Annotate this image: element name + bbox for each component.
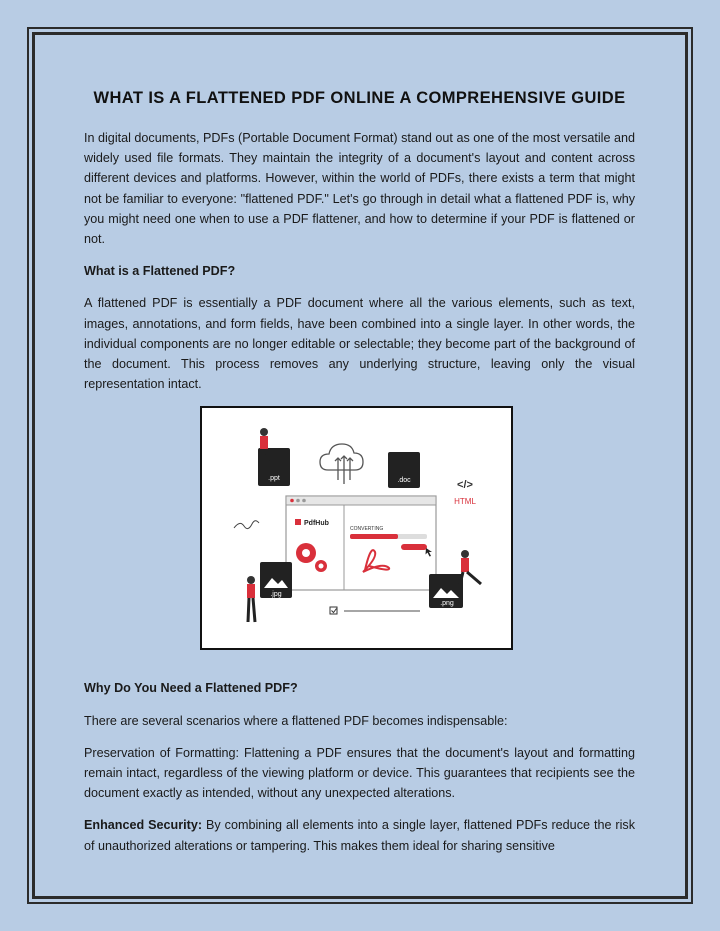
browser-window — [286, 496, 436, 590]
cloud-upload-icon — [320, 444, 363, 484]
code-icon: </> — [457, 479, 473, 492]
intro-paragraph: In digital documents, PDFs (Portable Document Format) stand out as one of the most versatile and widely used file formats. They maintain the integrity of a document's layout and content across different devices and platforms. However, within the world of PDFs, there exists a term that might not be familiar to everyone: "flattened PDF." Let's go through in detail what a flattened PDF is, why you might need one when to use a PDF flattener, and how to determine if your PDF is flattened or not. — [84, 131, 635, 247]
converting-label: CONVERTING — [350, 526, 384, 533]
doc-label: .doc — [397, 477, 411, 485]
section2-intro: There are several scenarios where a flattened PDF becomes indispensable: — [84, 713, 508, 728]
document-title: WHAT IS A FLATTENED PDF ONLINE A COMPREHENSIVE GUIDE — [93, 89, 626, 107]
security-label: Enhanced Security: — [84, 818, 203, 833]
illustration-svg — [202, 408, 511, 648]
pdfhub-brand: PdfHub — [304, 520, 329, 528]
section1-paragraph: A flattened PDF is essentially a PDF document where all the various elements, such as text, images, annotations, and form fields, have been combined into a single layer. In other words, the individual components are no longer editable or selectable; they become part of the background of the document. This process removes any underlying structure, leaving only the visual representation intact. — [84, 296, 635, 392]
pdf-conversion-illustration — [200, 406, 513, 650]
document-content — [84, 88, 635, 856]
ppt-label: .ppt — [268, 475, 280, 483]
convert-button — [401, 544, 427, 550]
section2-point-security — [84, 815, 635, 855]
png-label: .png — [440, 600, 454, 608]
jpg-label: .jpg — [270, 591, 282, 599]
squiggle-decoration — [234, 521, 259, 529]
pdfhub-logo-icon — [295, 519, 301, 525]
section1-heading: What is a Flattened PDF? — [84, 264, 236, 279]
section2-point-formatting: Preservation of Formatting: Flattening a PDF ensures that the document's layout and formatting remain intact, regardless of the viewing platform or device. This guarantees that recipients see the document exactly as intended, without any unexpected alterations. — [84, 745, 635, 801]
person-figure-left — [247, 576, 255, 622]
html-label: HTML — [454, 497, 476, 507]
security-body: By combining all elements into a single layer, flattened PDFs reduce the risk of unauthorized alterations or tampering. This makes them ideal for sharing sensitive — [84, 818, 635, 853]
section2-heading: Why Do You Need a Flattened PDF? — [84, 681, 298, 696]
progress-fill — [350, 534, 398, 539]
